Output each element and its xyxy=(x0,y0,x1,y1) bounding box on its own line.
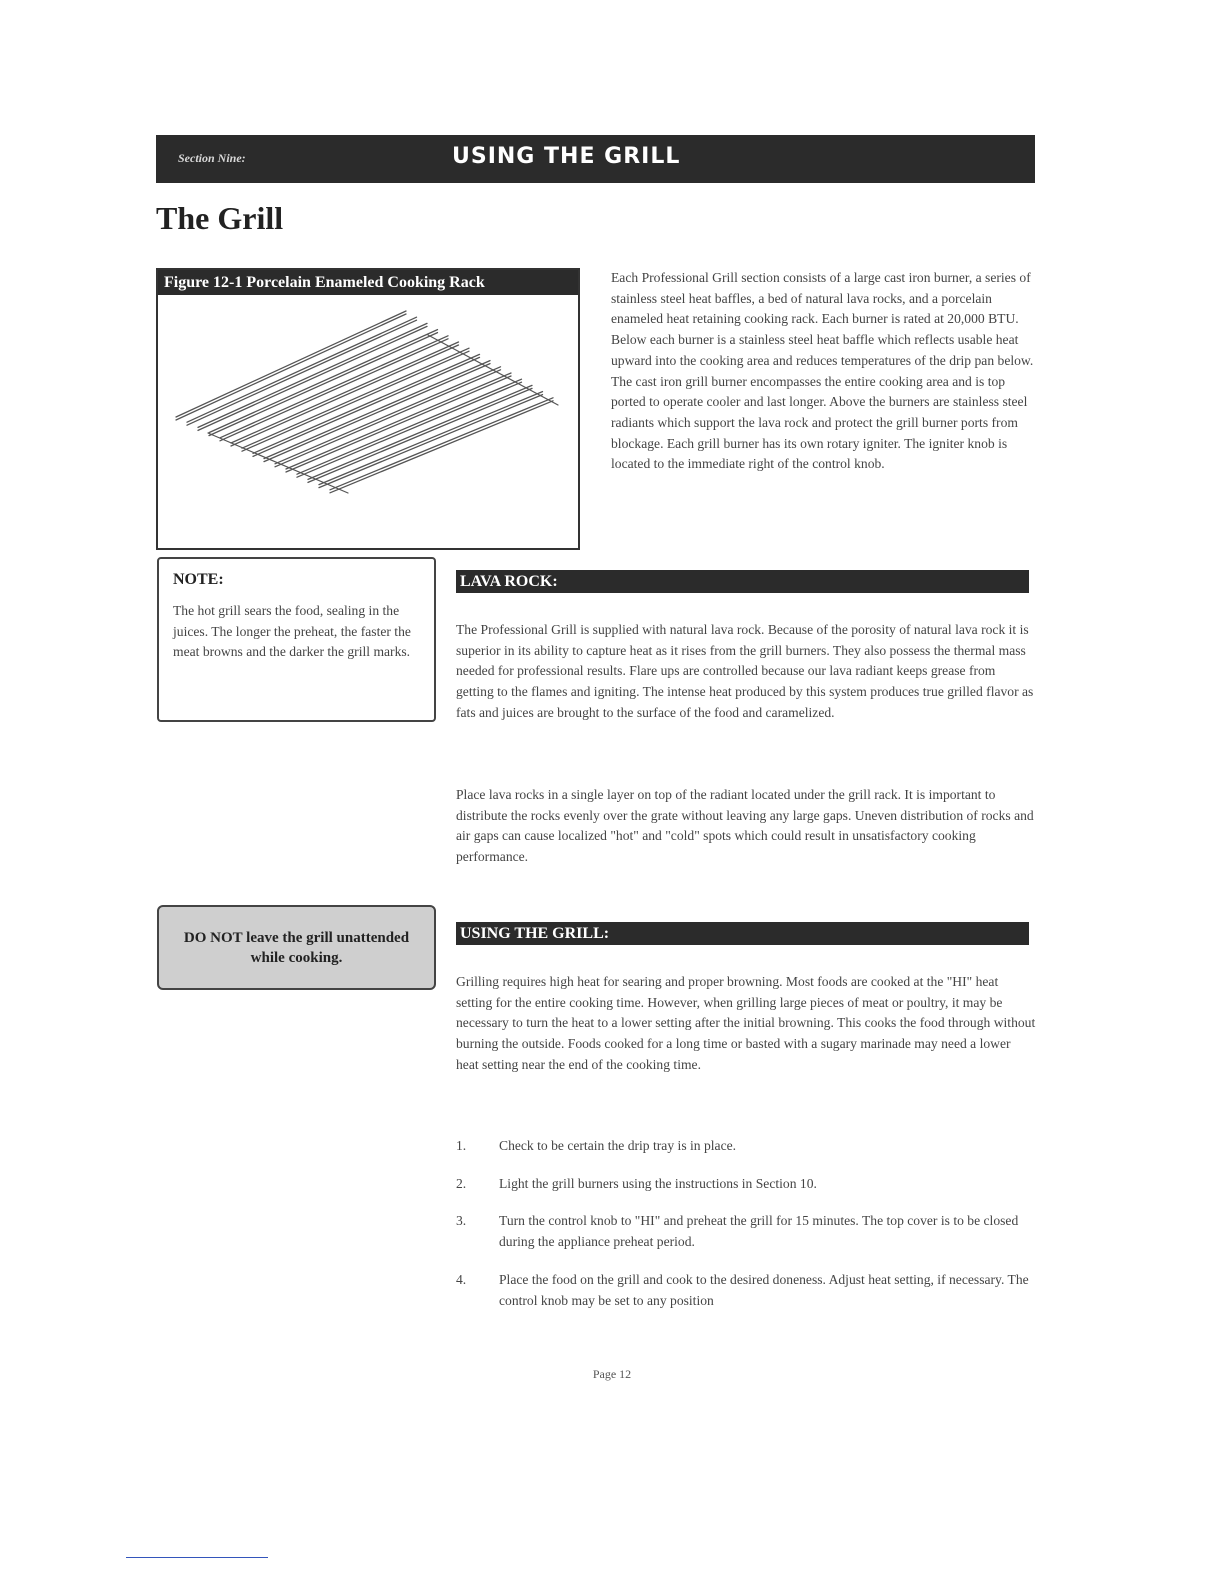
rack-bar xyxy=(330,401,553,493)
cooking-rack-illustration xyxy=(168,305,568,535)
list-item xyxy=(456,1174,1036,1195)
rack-bar xyxy=(209,330,438,433)
note-title: NOTE: xyxy=(173,571,224,588)
page-title: The Grill xyxy=(156,200,284,236)
footer-divider xyxy=(126,1557,268,1558)
step-text: Turn the control knob to "HI" and preheat the grill for 15 minutes. The top cover is to be closed during the appliance preheat period. xyxy=(499,1213,1019,1250)
list-item xyxy=(456,1211,1036,1252)
rack-bar xyxy=(198,326,427,430)
step-text: Place the food on the grill and cook to the desired doneness. Adjust heat setting, if necessary. The control knob may be set to any position xyxy=(499,1271,1029,1308)
rack-bar xyxy=(187,317,417,422)
note-text: The hot grill sears the food, sealing in the juices. The longer the preheat, the faster the meat browns and the darker the grill marks. xyxy=(173,603,411,660)
rack-bar xyxy=(209,333,438,436)
section-header-bar xyxy=(156,135,1035,183)
lava-rock-heading: LAVA ROCK: xyxy=(456,570,1029,593)
step-number: 3. xyxy=(456,1213,467,1229)
using-grill-heading: USING THE GRILL: xyxy=(456,922,1029,945)
note-box xyxy=(157,557,436,722)
intro-paragraph: Each Professional Grill section consists of a large cast iron burner, a series of stainless steel heat baffles, a bed of natural lava rocks, and a porcelain enameled heat retaining cooking rack. Each burner is rated at 20,000 BTU. Below each burner is a stainless steel heat baffle which reflects usable heat upward into the cooking area and reduces temperatures of the drip pan below. The cast iron grill burner encompasses the entire cooking area and is top ported to operate cooler and last longer. Above the burners are stainless steel radiants which support the lava rock and protect the grill burner ports from blockage. Each grill burner has its own rotary igniter. The igniter knob is located to the immediate right of the control knob. xyxy=(611,270,1034,472)
rack-bar xyxy=(198,323,427,427)
list-item xyxy=(456,1270,1036,1311)
rack-bar xyxy=(308,385,532,479)
rack-bar xyxy=(187,320,417,425)
using-grill-paragraph: Grilling requires high heat for searing and proper browning. Most foods are cooked at the "HI" heat setting for the entire cooking time. However, when grilling large pieces of meat or poultry, it may be necessary to turn the heat to a lower setting after the initial browning. This cooks the food through without burning the outside. Foods cooked for a long time or basted with a sugary marinade may need a lower heat setting near the end of the cooking time. xyxy=(456,974,1036,1072)
step-number: 2. xyxy=(456,1175,467,1191)
step-number: 1. xyxy=(456,1138,467,1153)
page-number: Page 12 xyxy=(592,1367,632,1381)
section-label: Section Nine: xyxy=(178,151,246,165)
rack-bar xyxy=(319,392,543,485)
lava-rock-paragraph-1: The Professional Grill is supplied with natural lava rock. Because of the porosity of natural lava rock it is superior in its ability to capture heat as it rises from the grill burners. They also possess the thermal mass needed for professional results. Flare ups are controlled because our lava radiant keeps grease from getting to the flames and igniting. The intense heat produced by this system produces true grilled flavor as fats and juices are brought to the surface of the food and caramelized. xyxy=(456,622,1034,720)
figure-caption: Figure 12-1 Porcelain Enameled Cooking Rack xyxy=(158,270,578,295)
lava-rock-paragraph-2: Place lava rocks in a single layer on top of the radiant located under the grill rack. It is important to distribute the rocks evenly over the grate without leaving any large gaps. Uneven distribution of rocks and air gaps can cause localized "hot" and "cold" spots which could result in unsatisfactory cooking performance. xyxy=(456,787,1034,865)
figure-cooking-rack xyxy=(156,268,580,550)
warning-box: DO NOT leave the grill unattended while cooking. xyxy=(157,905,436,990)
section-title: USING THE GRILL xyxy=(452,144,681,169)
step-text: Light the grill burners using the instructions in Section 10. xyxy=(499,1175,817,1191)
step-number: 4. xyxy=(456,1271,467,1287)
list-item xyxy=(456,1136,1036,1157)
rack-bar xyxy=(330,398,553,490)
step-text: Check to be certain the drip tray is in place. xyxy=(499,1138,737,1153)
rack-bar xyxy=(220,339,448,441)
steps-list xyxy=(456,1136,1036,1328)
